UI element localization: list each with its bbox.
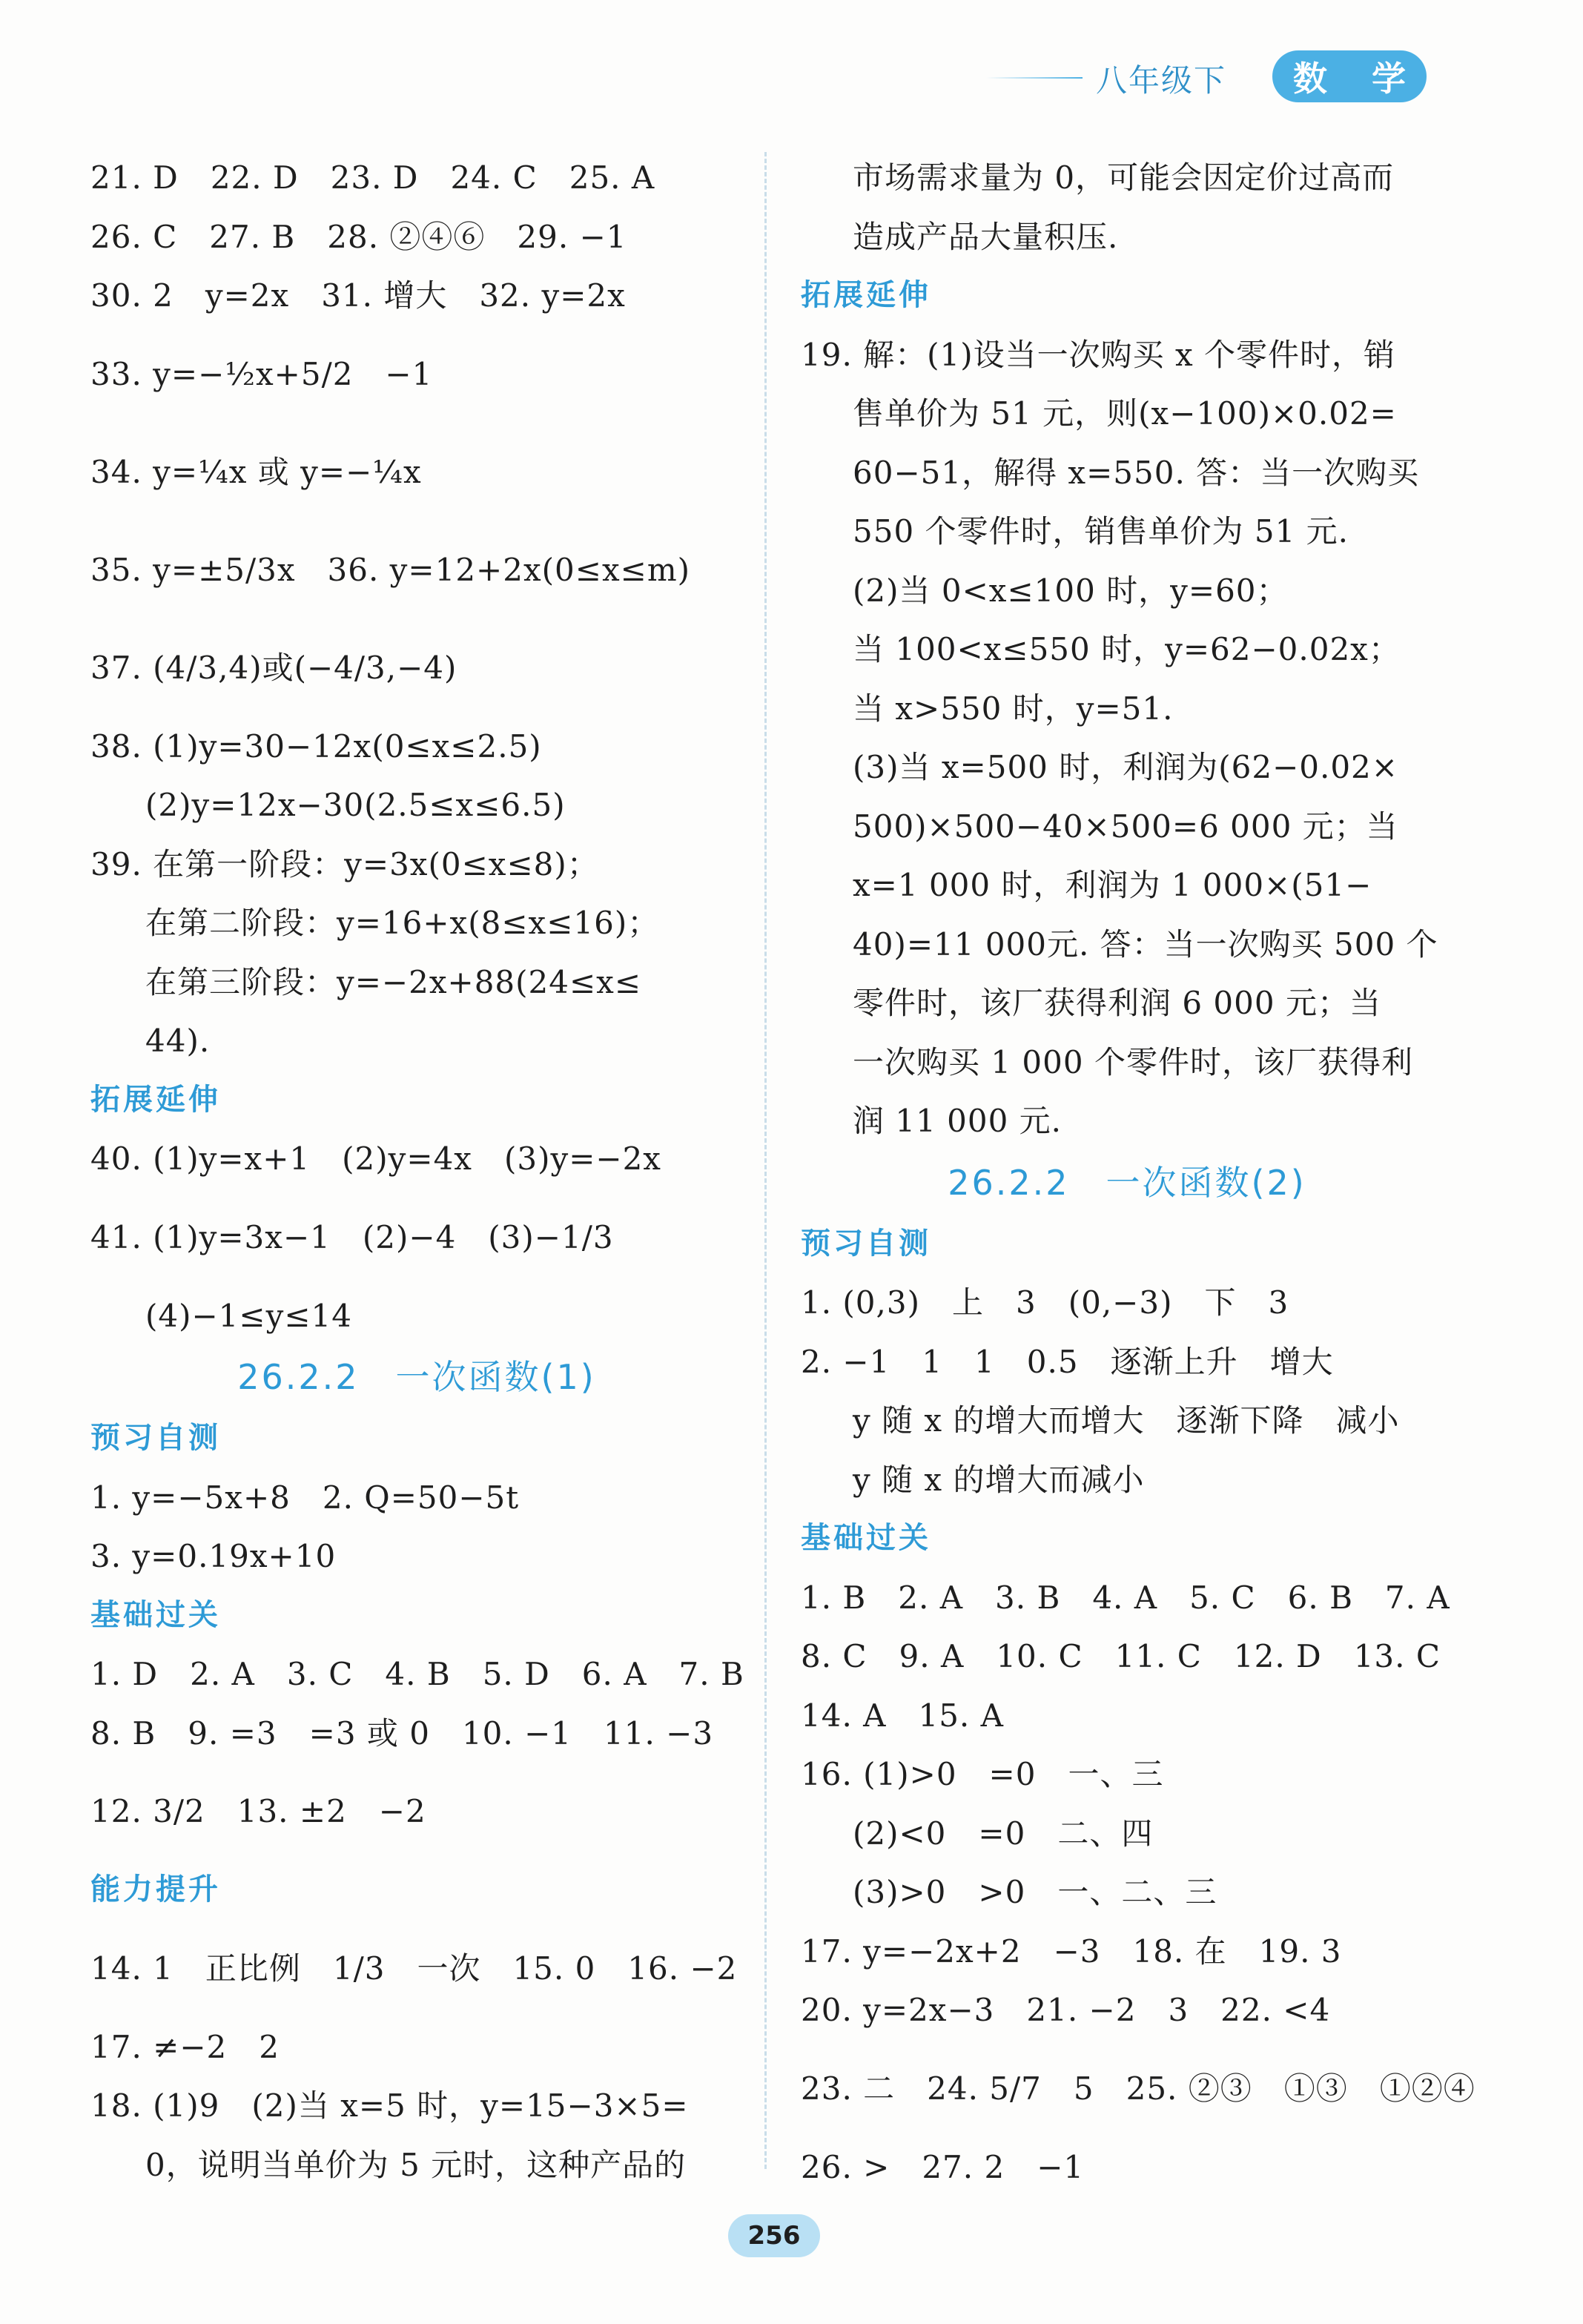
answer-line: 8. B 9. =3 =3 或 0 10. −1 11. −3 bbox=[90, 1714, 714, 1752]
answer-line: 26. > 27. 2 −1 bbox=[801, 2148, 1085, 2185]
answer-line: 12. 3/2 13. ±2 −2 bbox=[90, 1793, 426, 1829]
column-divider bbox=[764, 152, 767, 2169]
answer-line: (2)y=12x−30(2.5≤x≤6.5) bbox=[145, 787, 566, 823]
answer-line: 40. (1)y=x+1 (2)y=4x (3)y=−2x bbox=[90, 1140, 661, 1177]
answer-line: (3)>0 >0 一、二、三 bbox=[853, 1874, 1217, 1910]
answer-line: 1. D 2. A 3. C 4. B 5. D 6. A 7. B bbox=[90, 1656, 744, 1692]
lesson-title: 26.2.2 一次函数(2) bbox=[948, 1162, 1306, 1203]
answer-line: 18. (1)9 (2)当 x=5 时，y=15−3×5= bbox=[90, 2087, 689, 2124]
answer-line: 市场需求量为 0，可能会因定价过高而 bbox=[853, 159, 1395, 196]
answer-line: 2. −1 1 1 0.5 逐渐上升 增大 bbox=[801, 1343, 1334, 1380]
answer-line: 当 100<x≤550 时，y=62−0.02x； bbox=[853, 631, 1401, 667]
answer-line: 14. 1 正比例 1/3 一次 15. 0 16. −2 bbox=[90, 1950, 738, 1987]
answer-line: 8. C 9. A 10. C 11. C 12. D 13. C bbox=[801, 1638, 1441, 1674]
answer-line: 一次购买 1 000 个零件时，该厂获得利 bbox=[853, 1043, 1413, 1080]
answer-line: 1. (0,3) 上 3 (0,−3) 下 3 bbox=[801, 1284, 1289, 1321]
answer-line: 33. y=−½x+5/2 −1 bbox=[90, 355, 433, 392]
answer-line: 润 11 000 元. bbox=[853, 1103, 1063, 1139]
lesson-title: 26.2.2 一次函数(1) bbox=[237, 1357, 596, 1397]
left-column bbox=[90, 148, 743, 2194]
answer-line: 0，说明当单价为 5 元时，这种产品的 bbox=[145, 2146, 687, 2183]
answer-line: 38. (1)y=30−12x(0≤x≤2.5) bbox=[90, 727, 542, 765]
answer-line: 在第二阶段：y=16+x(8≤x≤16)； bbox=[145, 905, 660, 941]
answer-line: 30. 2 y=2x 31. 增大 32. y=2x bbox=[90, 277, 626, 314]
header-rule bbox=[986, 77, 1083, 79]
answer-line: 19. 解：(1)设当一次购买 x 个零件时，销 bbox=[801, 336, 1396, 373]
answer-line: y 随 x 的增大而增大 逐渐下降 减小 bbox=[853, 1402, 1400, 1439]
section-heading: 预习自测 bbox=[801, 1226, 931, 1261]
section-heading: 基础过关 bbox=[801, 1521, 931, 1555]
answer-line: 23. 二 24. 5/7 5 25. ②③ ①③ ①②④ bbox=[801, 2070, 1475, 2107]
answer-line: 44). bbox=[145, 1023, 211, 1059]
section-heading: 预习自测 bbox=[90, 1421, 221, 1455]
answer-line: x=1 000 时，利润为 1 000×(51− bbox=[853, 867, 1372, 903]
right-column bbox=[801, 148, 1475, 2196]
section-heading: 拓展延伸 bbox=[90, 1082, 221, 1117]
answer-line: 16. (1)>0 =0 一、三 bbox=[801, 1756, 1164, 1792]
header-grade: 八年级下 bbox=[1096, 62, 1227, 99]
page-number: 256 bbox=[728, 2214, 820, 2257]
section-heading: 基础过关 bbox=[90, 1597, 221, 1632]
answer-line: 17. ≠−2 2 bbox=[90, 2028, 280, 2065]
answer-line: 17. y=−2x+2 −3 18. 在 19. 3 bbox=[801, 1932, 1342, 1970]
answer-line: (3)当 x=500 时，利润为(62−0.02× bbox=[853, 749, 1398, 785]
answer-line: 39. 在第一阶段：y=3x(0≤x≤8)； bbox=[90, 845, 599, 882]
answer-line: 1. y=−5x+8 2. Q=50−5t bbox=[90, 1479, 520, 1516]
answer-line: y 随 x 的增大而减小 bbox=[853, 1461, 1145, 1498]
header-subject: 数 学 bbox=[1272, 50, 1427, 102]
section-heading: 拓展延伸 bbox=[801, 278, 931, 312]
answer-line: 当 x>550 时，y=51. bbox=[853, 690, 1174, 727]
answer-line: 41. (1)y=3x−1 (2)−4 (3)−1/3 bbox=[90, 1218, 614, 1255]
answer-line: 34. y=¼x 或 y=−¼x bbox=[90, 453, 422, 490]
answer-line: 14. A 15. A bbox=[801, 1697, 1004, 1734]
answer-line: 35. y=±5/3x 36. y=12+2x(0≤x≤m) bbox=[90, 551, 691, 588]
answer-line: 60−51，解得 x=550. 答：当一次购买 bbox=[853, 454, 1420, 491]
answer-line: 40)=11 000元. 答：当一次购买 500 个 bbox=[853, 925, 1438, 963]
answer-line: 在第三阶段：y=−2x+88(24≤x≤ bbox=[145, 963, 642, 1000]
answer-line: 售单价为 51 元，则(x−100)×0.02= bbox=[853, 395, 1397, 432]
answer-line: 21. D 22. D 23. D 24. C 25. A bbox=[90, 159, 655, 196]
answer-line: 零件时，该厂获得利润 6 000 元；当 bbox=[853, 985, 1381, 1021]
answer-line: 1. B 2. A 3. B 4. A 5. C 6. B 7. A bbox=[801, 1579, 1450, 1616]
answer-line: (2)<0 =0 二、四 bbox=[853, 1815, 1154, 1852]
section-heading: 能力提升 bbox=[90, 1872, 221, 1907]
answer-line: 37. (4/3,4)或(−4/3,−4) bbox=[90, 649, 457, 686]
answer-line: 20. y=2x−3 21. −2 3 22. <4 bbox=[801, 1992, 1331, 2028]
answer-line: 550 个零件时，销售单价为 51 元. bbox=[853, 513, 1349, 549]
answer-line: 500)×500−40×500=6 000 元；当 bbox=[853, 808, 1398, 845]
answer-line: (4)−1≤y≤14 bbox=[145, 1297, 352, 1334]
answer-line: 26. C 27. B 28. ②④⑥ 29. −1 bbox=[90, 218, 627, 255]
answer-line: (2)当 0<x≤100 时，y=60； bbox=[853, 572, 1289, 609]
answer-line: 造成产品大量积压. bbox=[853, 218, 1119, 255]
answer-line: 3. y=0.19x+10 bbox=[90, 1538, 337, 1574]
